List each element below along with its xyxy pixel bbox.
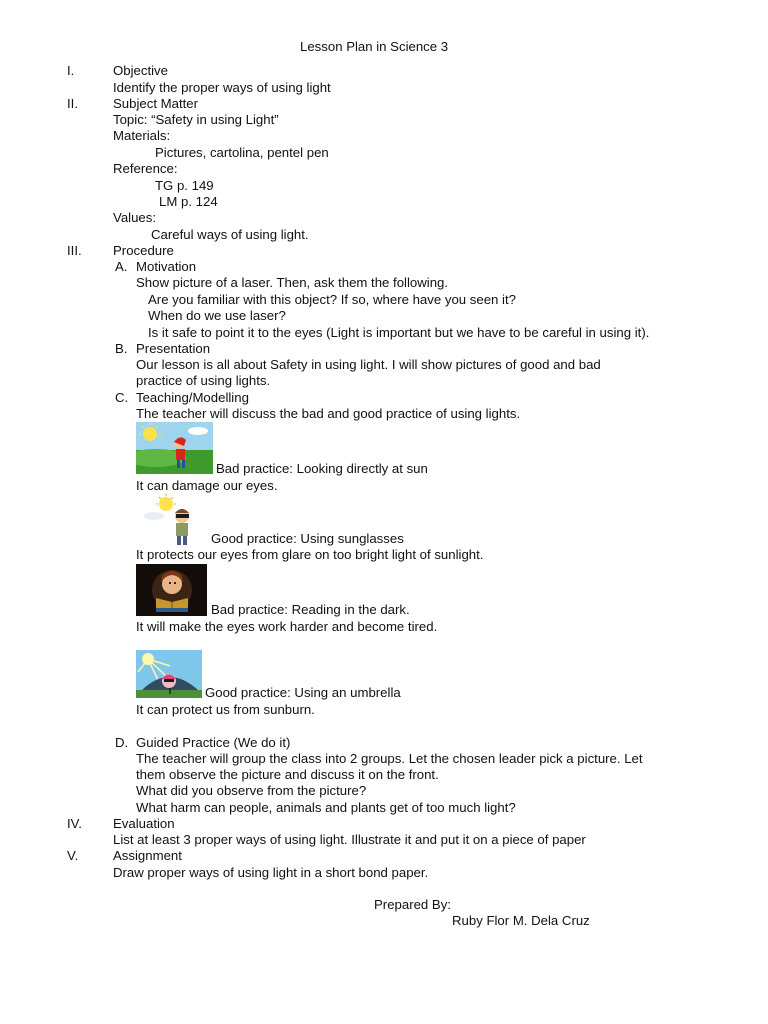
practice-note: It can damage our eyes.	[136, 478, 278, 493]
section-number: II.	[67, 96, 78, 111]
subsection-heading-motivation: Motivation	[136, 259, 197, 274]
section-number: V.	[67, 848, 79, 863]
umbrella-image	[136, 650, 202, 698]
practice-note: It will make the eyes work harder and become tired.	[136, 619, 438, 634]
section-heading-assignment: Assignment	[113, 848, 182, 863]
section-heading-subject-matter: Subject Matter	[113, 96, 199, 111]
presentation-text: Our lesson is all about Safety in using light. I will show pictures of good and bad	[136, 357, 601, 372]
practice-caption: Bad practice: Reading in the dark.	[211, 602, 410, 617]
section-number: III.	[67, 243, 82, 258]
page-title: Lesson Plan in Science 3	[300, 39, 449, 54]
reading-in-dark-image	[136, 564, 207, 616]
subsection-heading-teaching: Teaching/Modelling	[136, 390, 249, 405]
values-text: Careful ways of using light.	[151, 227, 309, 242]
sunglasses-image	[136, 494, 208, 546]
presentation-text: practice of using lights.	[136, 373, 271, 388]
subsection-heading-guided: Guided Practice (We do it)	[136, 735, 291, 750]
practice-caption: Good practice: Using an umbrella	[205, 685, 401, 700]
practice-caption: Good practice: Using sunglasses	[211, 531, 404, 546]
preparer-name: Ruby Flor M. Dela Cruz	[452, 913, 590, 928]
subsection-letter: B.	[115, 341, 128, 356]
section-number: IV.	[67, 816, 82, 831]
guided-text: The teacher will group the class into 2 groups. Let the chosen leader pick a picture. Let	[136, 751, 643, 766]
subsection-letter: D.	[115, 735, 129, 750]
reference-label: Reference:	[113, 161, 178, 176]
guided-text: them observe the picture and discuss it on the front.	[136, 767, 439, 782]
practice-caption: Bad practice: Looking directly at sun	[216, 461, 428, 476]
section-number: I.	[67, 63, 75, 78]
section-heading-objective: Objective	[113, 63, 168, 78]
evaluation-text: List at least 3 proper ways of using light. Illustrate it and put it on a piece of paper	[113, 832, 586, 847]
practice-note: It can protect us from sunburn.	[136, 702, 315, 717]
values-label: Values:	[113, 210, 157, 225]
topic-line: Topic: “Safety in using Light”	[113, 112, 279, 127]
subsection-letter: C.	[115, 390, 129, 405]
motivation-question: When do we use laser?	[148, 308, 286, 323]
objective-text: Identify the proper ways of using light	[113, 80, 331, 95]
materials-text: Pictures, cartolina, pentel pen	[155, 145, 329, 160]
looking-at-sun-image	[136, 422, 213, 474]
section-heading-evaluation: Evaluation	[113, 816, 175, 831]
motivation-intro: Show picture of a laser. Then, ask them the following.	[136, 275, 449, 290]
motivation-question: Is it safe to point it to the eyes (Light is important but we have to be careful in using it).	[148, 325, 650, 340]
practice-note: It protects our eyes from glare on too bright light of sunlight.	[136, 547, 484, 562]
section-heading-procedure: Procedure	[113, 243, 174, 258]
guided-text: What did you observe from the picture?	[136, 783, 367, 798]
assignment-text: Draw proper ways of using light in a short bond paper.	[113, 865, 429, 880]
guided-text: What harm can people, animals and plants get of too much light?	[136, 800, 516, 815]
teaching-intro: The teacher will discuss the bad and good practice of using lights.	[136, 406, 521, 421]
subsection-heading-presentation: Presentation	[136, 341, 211, 356]
reference-lm: LM p. 124	[159, 194, 218, 209]
prepared-by-label: Prepared By:	[374, 897, 451, 912]
materials-label: Materials:	[113, 128, 171, 143]
motivation-question: Are you familiar with this object? If so, where have you seen it?	[148, 292, 516, 307]
subsection-letter: A.	[115, 259, 128, 274]
reference-tg: TG p. 149	[155, 178, 214, 193]
